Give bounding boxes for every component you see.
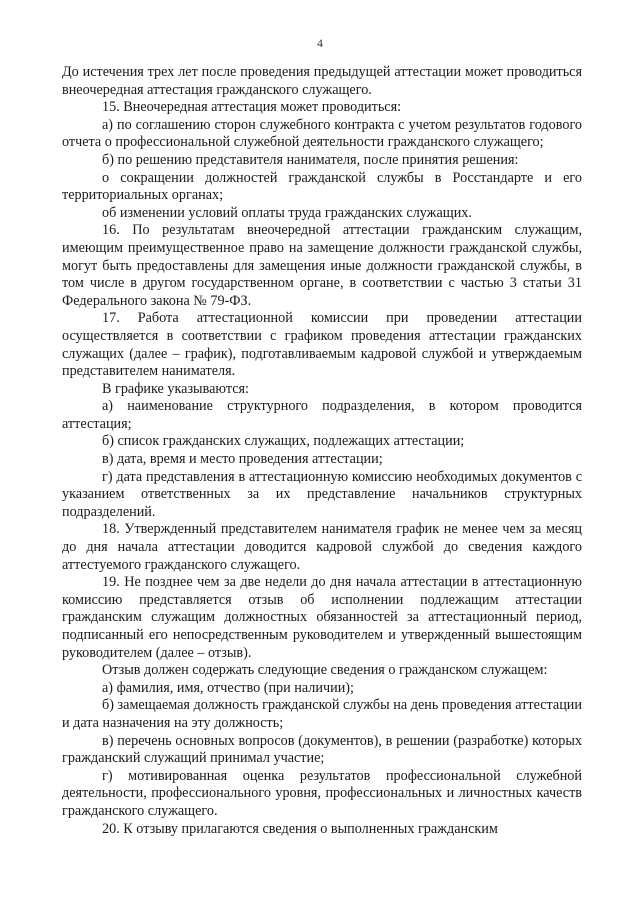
paragraph: Отзыв должен содержать следующие сведения о гражданском служащем: — [102, 662, 548, 679]
paragraph: г) мотивированная оценка результатов профессиональной служебной деятельности, профессионального уровня, профессиональных и личностных качеств гражданского служащего. — [62, 767, 582, 819]
paragraph: о сокращении должностей гражданской службы в Росстандарте и его территориальных органах; — [62, 169, 582, 204]
paragraph: б) по решению представителя нанимателя, после принятия решения: — [102, 151, 519, 168]
paragraph: В графике указываются: — [102, 380, 249, 397]
paragraph: б) замещаемая должность гражданской службы на день проведения аттестации и дата назначения на эту должность; — [62, 697, 582, 731]
paragraph: а) по соглашению сторон служебного контракта с учетом результатов годового отчета о профессиональной служебной деятельности гражданского служащего; — [62, 116, 582, 151]
paragraph: а) наименование структурного подразделения, в котором проводится аттестация; — [62, 398, 582, 432]
paragraph: 17. Работа аттестационной комиссии при проведении аттестации осуществляется в соответствии с графиком проведения аттестации гражданских служащих (далее – график), подготавливаемым кадровой службой и утверждаемым представителем нанимателя. — [62, 310, 582, 380]
paragraph: 15. Внеочередная аттестация может проводиться: — [102, 99, 402, 116]
paragraph: 19. Не позднее чем за две недели до дня начала аттестации в аттестационную комиссию представляется отзыв об исполнении подлежащим аттестации гражданским служащим должностных обязанностей за аттестационный период, подписанный его непосредственным руководителем и утвержденный вышестоящим руководителем (далее – отзыв). — [62, 574, 582, 661]
paragraph: об изменении условий оплаты труда гражданских служащих. — [102, 204, 472, 221]
paragraph: 18. Утвержденный представителем нанимателя график не менее чем за месяц до дня начала аттестации доводится кадровой службой до сведения каждого аттестуемого гражданского служащего. — [62, 521, 582, 573]
paragraph: б) список гражданских служащих, подлежащих аттестации; — [102, 433, 465, 450]
paragraph: а) фамилия, имя, отчество (при наличии); — [102, 679, 354, 696]
paragraph: г) дата представления в аттестационную комиссию необходимых документов с указанием ответственных за их представление начальников структурных подразделений. — [62, 468, 582, 520]
paragraph: в) перечень основных вопросов (документов), в решении (разработке) которых гражданский служащий принимал участие; — [62, 732, 582, 767]
page-number: 4 — [317, 36, 323, 50]
paragraph: в) дата, время и место проведения аттестации; — [102, 451, 383, 468]
paragraph: 16. По результатам внеочередной аттестации гражданским служащим, имеющим преимущественное право на замещение должности гражданской службы, могут быть предоставлены для замещения иные должности гражданской службы, в том числе в другом государственном органе, в соответствии с частью 3 статьи 31 Федерального закона № 79-ФЗ. — [62, 222, 582, 309]
document-body — [62, 64, 582, 838]
paragraph: 20. К отзыву прилагаются сведения о выполненных гражданским — [102, 820, 498, 837]
paragraph: До истечения трех лет после проведения предыдущей аттестации может проводиться внеочередная аттестация гражданского служащего. — [62, 64, 582, 98]
